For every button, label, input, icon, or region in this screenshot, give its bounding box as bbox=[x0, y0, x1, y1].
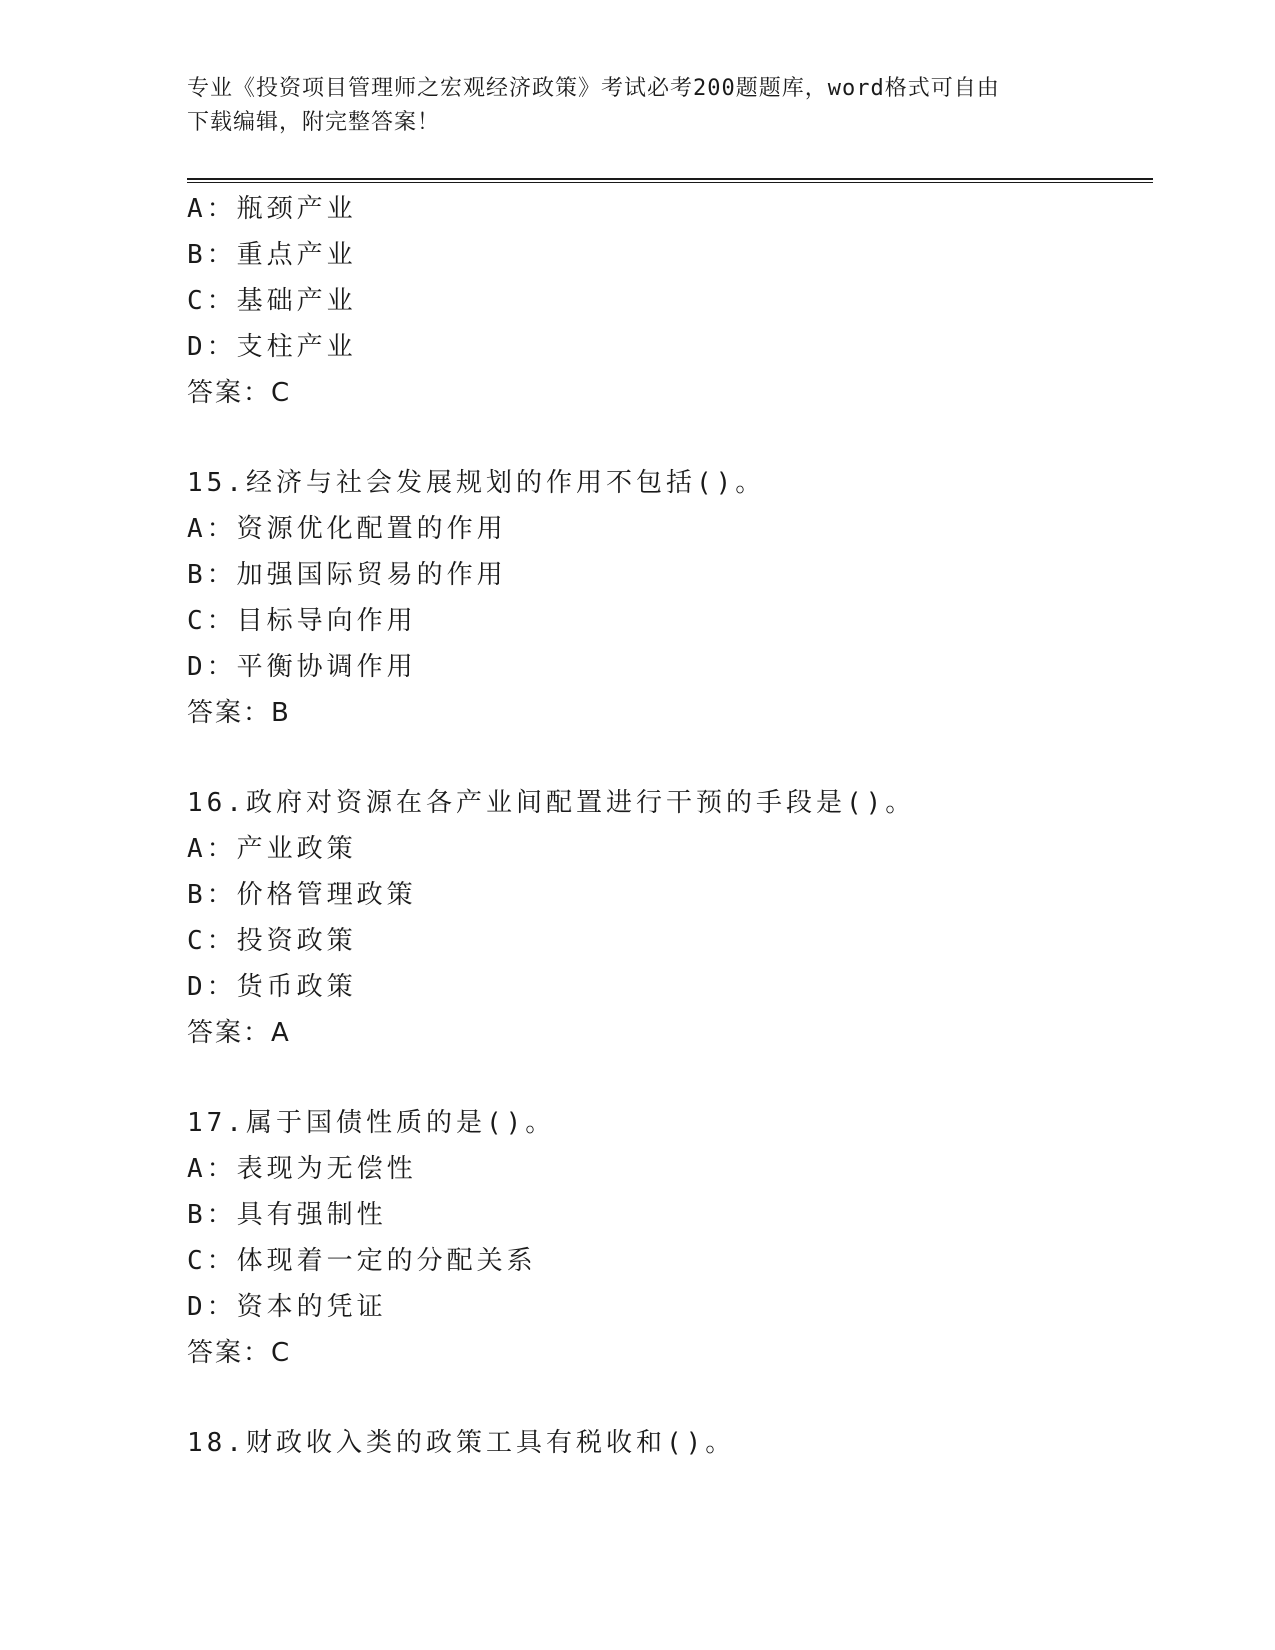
option-c: C：体现着一定的分配关系 bbox=[187, 1246, 537, 1276]
question-fragment bbox=[187, 186, 1153, 416]
option-c: C：基础产业 bbox=[187, 286, 357, 316]
header-line-2: 下载编辑，附完整答案！ bbox=[187, 110, 441, 135]
option-c: C：投资政策 bbox=[187, 926, 357, 956]
question-block bbox=[187, 780, 1153, 1056]
question-block bbox=[187, 1100, 1153, 1376]
option-a: A：产业政策 bbox=[187, 834, 357, 864]
question-block bbox=[187, 1420, 1153, 1466]
question-block bbox=[187, 460, 1153, 736]
option-b: B：价格管理政策 bbox=[187, 880, 417, 910]
spacer bbox=[187, 1376, 1153, 1420]
spacer bbox=[187, 736, 1153, 780]
answer-line: 答案：C bbox=[187, 1338, 292, 1368]
question-stem: 17.属于国债性质的是()。 bbox=[187, 1108, 556, 1138]
option-a: A：表现为无偿性 bbox=[187, 1154, 417, 1184]
answer-line: 答案：A bbox=[187, 1018, 291, 1048]
question-stem: 16.政府对资源在各产业间配置进行干预的手段是()。 bbox=[187, 788, 916, 818]
spacer bbox=[187, 416, 1153, 460]
option-c: C：目标导向作用 bbox=[187, 606, 417, 636]
question-list bbox=[187, 186, 1153, 1466]
spacer bbox=[187, 1056, 1153, 1100]
option-d: D：支柱产业 bbox=[187, 332, 357, 362]
question-stem: 18.财政收入类的政策工具有税收和()。 bbox=[187, 1428, 736, 1458]
option-d: D：货币政策 bbox=[187, 972, 357, 1002]
answer-line: 答案：B bbox=[187, 698, 291, 728]
option-b: B：具有强制性 bbox=[187, 1200, 387, 1230]
option-d: D：资本的凭证 bbox=[187, 1292, 387, 1322]
header-divider bbox=[187, 178, 1153, 183]
header-line-1: 专业《投资项目管理师之宏观经济政策》考试必考200题题库，word格式可自由 bbox=[187, 76, 1000, 101]
option-d: D：平衡协调作用 bbox=[187, 652, 417, 682]
option-b: B：加强国际贸易的作用 bbox=[187, 560, 507, 590]
document-header bbox=[187, 72, 1087, 140]
option-a: A：资源优化配置的作用 bbox=[187, 514, 507, 544]
answer-line: 答案：C bbox=[187, 378, 292, 408]
option-b: B：重点产业 bbox=[187, 240, 357, 270]
question-stem: 15.经济与社会发展规划的作用不包括()。 bbox=[187, 468, 766, 498]
option-a: A：瓶颈产业 bbox=[187, 194, 357, 224]
